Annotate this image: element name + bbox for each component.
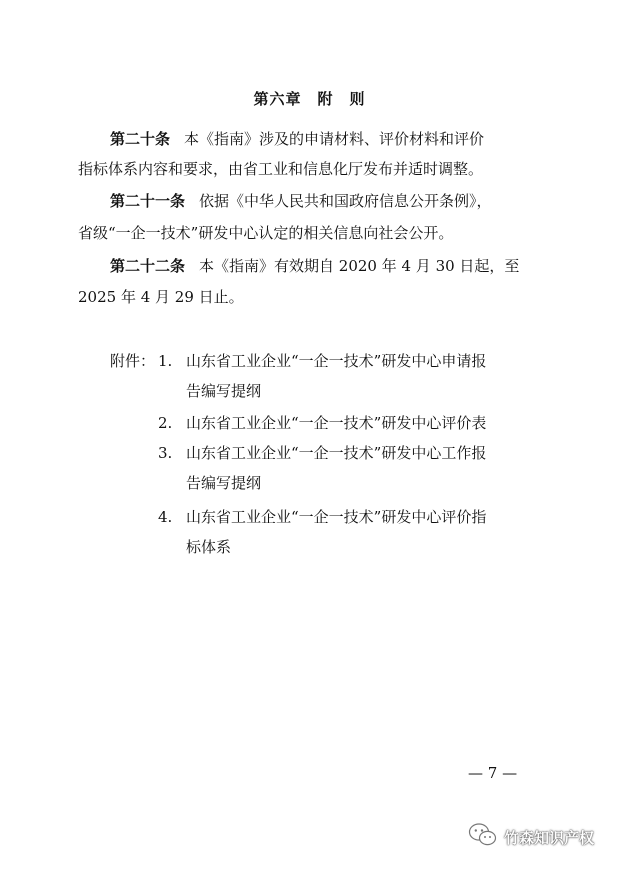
article-22-text-1: 本《指南》有效期自 2020 年 4 月 30 日起，至 (199, 257, 520, 275)
chapter-title: 第六章 附 则 (253, 90, 366, 108)
article-20-line-2: 指标体系内容和要求，由省工业和信息化厅发布并适时调整。 (78, 160, 484, 178)
annex-item-4-line-1: 山东省工业企业“一企一技术”研发中心评价指 (186, 508, 487, 526)
annex-item-3-line-2: 告编写提纲 (186, 474, 262, 492)
article-21-line-1 (110, 190, 492, 212)
article-22-line-2: 2025 年 4 月 29 日止。 (78, 288, 244, 306)
annex-prefix: 附件： (110, 352, 156, 370)
article-20-line-1 (110, 128, 484, 150)
watermark (468, 822, 594, 852)
annex-item-4-number: 4. (158, 508, 173, 526)
annex-item-3-line-1: 山东省工业企业“一企一技术”研发中心工作报 (186, 444, 487, 462)
article-22-line-1 (110, 255, 519, 277)
annex-item-1-number: 1. (158, 352, 173, 370)
article-22-label: 第二十二条 (110, 257, 186, 275)
article-20-text-1: 本《指南》涉及的申请材料、评价材料和评价 (184, 130, 485, 148)
annex-item-2-line-1: 山东省工业企业“一企一技术”研发中心评价表 (186, 414, 487, 432)
watermark-text: 竹森知识产权 (504, 828, 595, 847)
article-21-text-1: 依据《中华人民共和国政府信息公开条例》， (199, 192, 492, 210)
article-20-label: 第二十条 (110, 130, 171, 148)
annex-item-1-line-1: 山东省工业企业“一企一技术”研发中心申请报 (186, 352, 487, 370)
article-21-line-2: 省级“一企一技术”研发中心认定的相关信息向社会公开。 (78, 224, 454, 242)
annex-item-4-line-2: 标体系 (186, 538, 232, 556)
article-21-label: 第二十一条 (110, 192, 186, 210)
annex-item-1-line-2: 告编写提纲 (186, 382, 262, 400)
page-number: — 7 — (468, 764, 518, 782)
annex-item-2-number: 2. (158, 414, 173, 432)
annex-item-3-number: 3. (158, 444, 173, 462)
wechat-icon (468, 822, 498, 852)
